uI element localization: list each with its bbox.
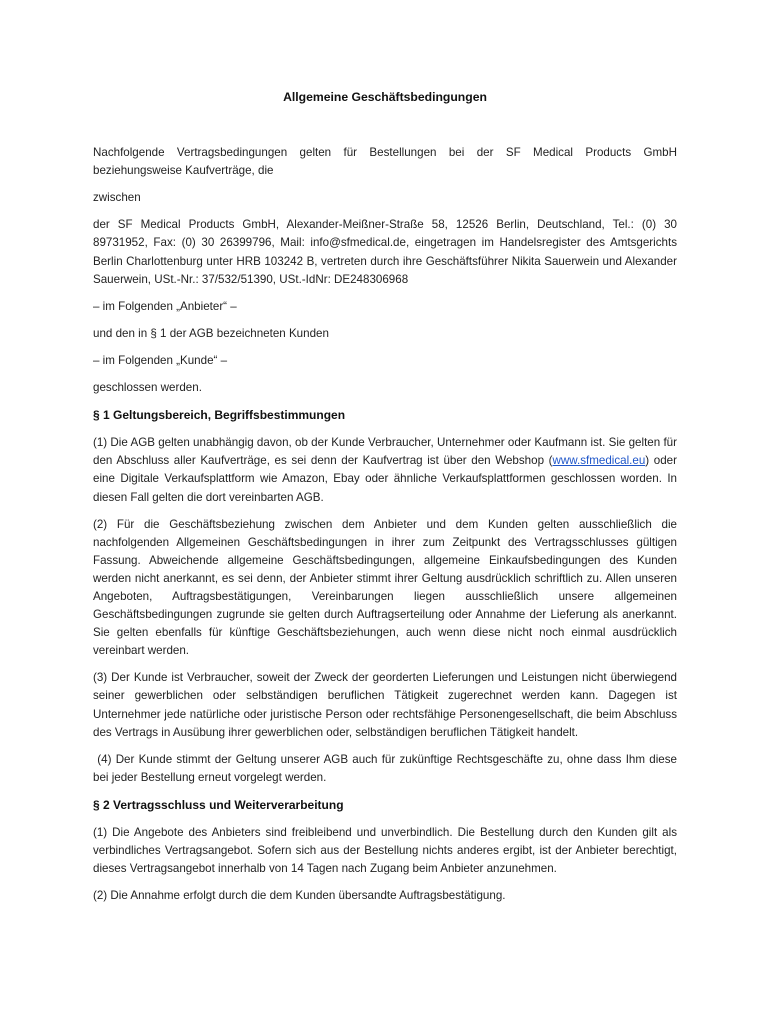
section-1-paragraph-4: (4) Der Kunde stimmt der Geltung unserer AGB auch für zukünftige Rechtsgeschäfte zu, ohne dass Ihm diese bei jeder Bestellung erneut vorgelegt werden. xyxy=(93,752,681,784)
section-1-paragraph-3: (3) Der Kunde ist Verbraucher, soweit der Zweck der georderten Lieferungen und Leistungen nicht überwiegend seiner gewerblichen oder selbständigen beruflichen Tätigkeit zugerechnet werden kann. Dagegen ist Unternehmer jede natürliche oder juristische Person oder rechtsfähige Personengesellschaft, die beim Abschluss des Vertrags in Ausübung ihrer gewerblichen oder, selbständigen beruflichen Tätigkeit handelt. xyxy=(93,671,677,739)
closing-line: geschlossen werden. xyxy=(93,381,202,395)
section-1-p1-text-a: (1) Die AGB gelten unabhängig davon, ob der Kunde Verbraucher, Unternehmer oder Kaufmann ist. Sie gelten für den Abschluss aller Kaufverträge, es sei denn der Kaufvertrag ist über den Webshop ( xyxy=(93,436,677,468)
section-2-paragraph-2: (2) Die Annahme erfolgt durch die dem Kunden übersandte Auftragsbestätigung. xyxy=(93,889,506,903)
section-2-heading: § 2 Vertragsschluss und Weiterverarbeitung xyxy=(93,797,344,812)
kunden-line: und den in § 1 der AGB bezeichneten Kunden xyxy=(93,326,329,340)
section-1-heading: § 1 Geltungsbereich, Begriffsbestimmungen xyxy=(93,408,346,423)
section-1-p1-text-b: ) oder eine Digitale Verkaufsplattform wie Amazon, Ebay oder ähnliche Verkaufsplattformen geschlossen worden. In diesen Fall gelten die dort vereinbarten AGB. xyxy=(93,454,677,504)
zwischen-line: zwischen xyxy=(93,191,141,205)
section-1-paragraph-1 xyxy=(93,434,677,506)
section-1-paragraph-2: (2) Für die Geschäftsbeziehung zwischen dem Anbieter und dem Kunden gelten ausschließlich die nachfolgenden Allgemeinen Geschäftsbedingungen in ihrer zum Zeitpunkt des Vertragsschlusses gültigen Fassung. Abweichende allgemeine Geschäftsbedingungen, allgemeine Einkaufsbedingungen des Kunden werden nicht anerkannt, es sei denn, der Anbieter stimmt ihrer Geltung ausdrücklich schriftlich zu. Allen unseren Angeboten, Auftragsbestätigungen, Vereinbarungen liegen ausschließlich unsere allgemeinen Geschäftsbedingungen zugrunde sie gelten durch Auftragserteilung oder Annahme der Lieferung als anerkannt. Sie gelten ebenfalls für künftige Geschäftsbeziehungen, auch wenn diese nicht noch einmal ausdrücklich vereinbart werden. xyxy=(93,517,677,658)
anbieter-definition: – im Folgenden „Anbieter“ – xyxy=(93,299,237,313)
document-title: Allgemeine Geschäftsbedingungen xyxy=(283,90,487,104)
section-2-paragraph-1: (1) Die Angebote des Anbieters sind freibleibend und unverbindlich. Die Bestellung durch den Kunden gilt als verbindliches Vertragsangebot. Sofern sich aus der Bestellung nichts anderes ergibt, ist der Anbieter berechtigt, dieses Vertragsangebot innerhalb von 14 Tagen nach Zugang beim Anbieter anzunehmen. xyxy=(93,826,677,876)
kunde-definition: – im Folgenden „Kunde“ – xyxy=(93,353,228,367)
intro-paragraph: Nachfolgende Vertragsbedingungen gelten für Bestellungen bei der SF Medical Products GmbH beziehungsweise Kaufverträge, die xyxy=(93,146,677,178)
provider-paragraph: der SF Medical Products GmbH, Alexander-Meißner-Straße 58, 12526 Berlin, Deutschland, Tel.: (0) 30 89731952, Fax: (0) 30 26399796, Mail: info@sfmedical.de, eingetragen im Handelsregister des Amtsgerichts Berlin Charlottenburg unter HRB 103242 B, vertreten durch ihre Geschäftsführer Nikita Sauerwein und Alexander Sauerwein, USt.-Nr.: 37/532/51390, USt.-IdNr: DE248306968 xyxy=(93,218,677,286)
webshop-link[interactable]: www.sfmedical.eu xyxy=(552,454,646,468)
